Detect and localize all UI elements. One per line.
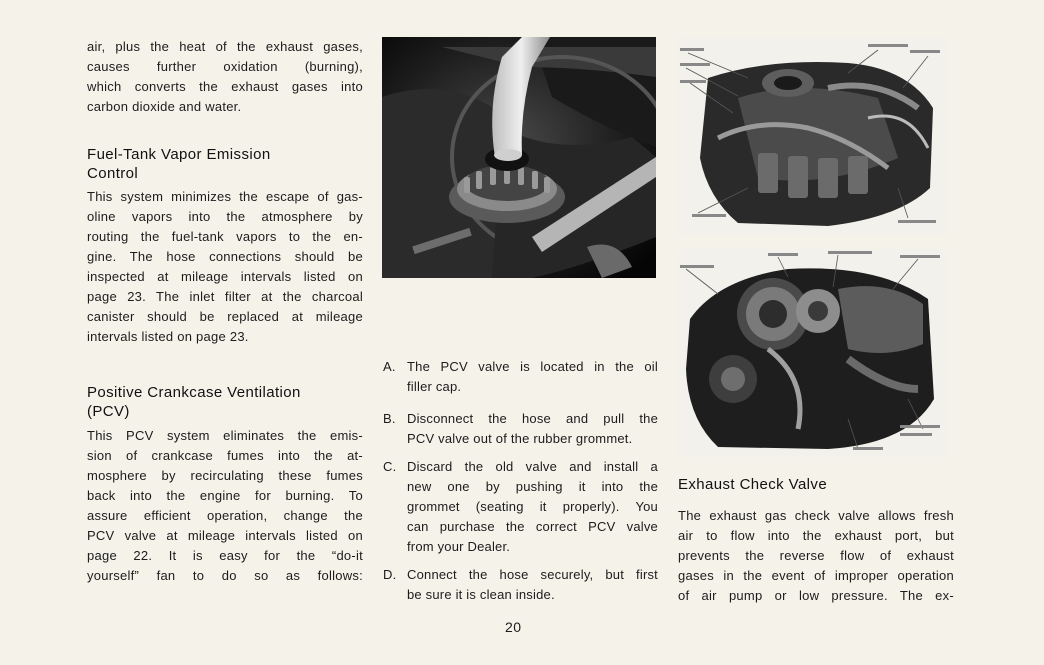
text-line: which converts the exhaust gases into xyxy=(87,79,363,94)
text-line: of air pump or low pressure. The ex- xyxy=(678,588,954,603)
engine-top-photo xyxy=(678,38,946,234)
step-line: be sure it is clean inside. xyxy=(407,587,555,602)
step-line: Discard the old valve and install a xyxy=(407,459,658,474)
step-line: can purchase the correct PCV valve xyxy=(407,519,658,534)
exhaust-paragraph xyxy=(678,506,954,606)
text-line: sion of crankcase fumes into the at- xyxy=(87,448,363,463)
text-line: back into the engine for burning. To xyxy=(87,488,363,503)
step-letter: C. xyxy=(383,459,397,474)
step-item xyxy=(383,457,658,557)
step-item xyxy=(383,565,658,605)
page-number: 20 xyxy=(505,619,522,635)
text-line: PCV valve at mileage intervals listed on xyxy=(87,528,363,543)
engine-front-photo xyxy=(678,249,946,457)
step-line: filler cap. xyxy=(407,379,462,394)
text-line: The exhaust gas check valve allows fresh xyxy=(678,508,954,523)
text-line: causes further oxidation (burning), xyxy=(87,59,363,74)
step-letter: D. xyxy=(383,567,397,582)
text-line: air to flow into the exhaust port, but xyxy=(678,528,954,543)
text-line: air, plus the heat of the exhaust gases, xyxy=(87,39,363,54)
text-line: inspected at mileage intervals listed on xyxy=(87,269,363,284)
text-line: prevents the reverse flow of exhaust xyxy=(678,548,954,563)
text-line: carbon dioxide and water. xyxy=(87,99,242,114)
pcv-paragraph xyxy=(87,426,363,586)
pcv-valve-photo xyxy=(382,37,656,278)
pcv-heading xyxy=(87,383,363,421)
right-column xyxy=(678,475,954,606)
text-line: gases in the event of improper operation xyxy=(678,568,954,583)
heading-line: Control xyxy=(87,165,139,182)
exhaust-check-valve-heading: Exhaust Check Valve xyxy=(678,476,828,493)
text-line: gine. The hose connections should be xyxy=(87,249,363,264)
text-line: page 23. The inlet filter at the charcoal xyxy=(87,289,363,304)
text-line: yourself” fan to do so as follows: xyxy=(87,568,363,583)
heading-line: (PCV) xyxy=(87,403,130,420)
step-line: Connect the hose securely, but first xyxy=(407,567,658,582)
text-line: intervals listed on page 23. xyxy=(87,329,249,344)
step-item xyxy=(383,357,658,397)
text-line: page 22. It is easy for the “do-it xyxy=(87,548,363,563)
intro-paragraph xyxy=(87,37,363,117)
step-line: from your Dealer. xyxy=(407,539,511,554)
heading-line: Positive Crankcase Ventilation xyxy=(87,384,301,401)
step-line: new one by pushing it into the xyxy=(407,479,658,494)
fuel-tank-heading xyxy=(87,145,363,183)
text-line: oline vapors into the atmosphere by xyxy=(87,209,363,224)
step-letter: B. xyxy=(383,411,396,426)
fuel-tank-paragraph xyxy=(87,187,363,347)
step-line: PCV valve out of the rubber grommet. xyxy=(407,431,633,446)
text-line: mosphere by recirculating these fumes xyxy=(87,468,363,483)
text-line: This PCV system eliminates the emis- xyxy=(87,428,363,443)
step-item xyxy=(383,409,658,449)
step-line: grommet (seating it properly). You xyxy=(407,499,658,514)
text-line: canister should be replaced at mileage xyxy=(87,309,363,324)
pcv-steps-list xyxy=(383,357,658,605)
step-line: Disconnect the hose and pull the xyxy=(407,411,658,426)
middle-column xyxy=(383,357,658,613)
text-line: assure efficient operation, change the xyxy=(87,508,363,523)
step-line: The PCV valve is located in the oil xyxy=(407,359,658,374)
left-column xyxy=(87,37,363,586)
step-letter: A. xyxy=(383,359,396,374)
text-line: routing the fuel-tank vapors to the en- xyxy=(87,229,363,244)
heading-line: Fuel-Tank Vapor Emission xyxy=(87,146,271,163)
text-line: This system minimizes the escape of gas- xyxy=(87,189,363,204)
